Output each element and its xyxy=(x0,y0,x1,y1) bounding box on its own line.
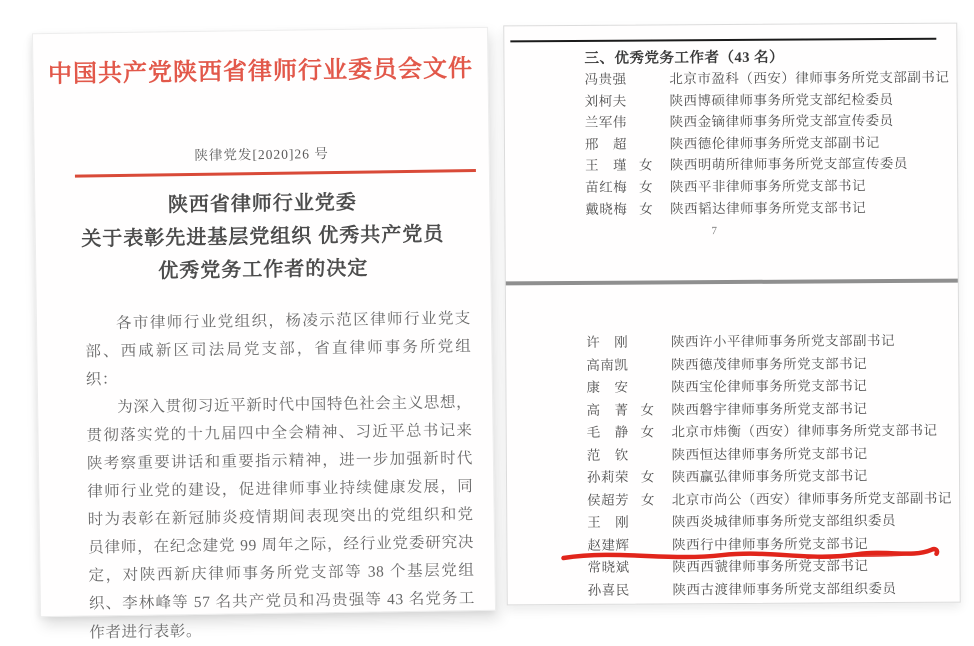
person-title: 陕西明萌所律师事务所党支部宣传委员 xyxy=(669,156,908,173)
person-title: 陕西博硕律师事务所党支部纪检委员 xyxy=(669,91,894,108)
gender-label: 女 xyxy=(640,469,655,485)
person-title: 陕西许小平律师事务所党支部副书记 xyxy=(670,333,895,350)
roster-row xyxy=(588,577,954,602)
roster-row xyxy=(587,510,953,535)
person-title: 陕西行中律师事务所党支部书记 xyxy=(672,535,869,552)
person-title: 陕西磐宇律师事务所党支部书记 xyxy=(671,400,868,417)
person-name: 侯超芳 xyxy=(587,492,630,508)
roster-list-bottom xyxy=(586,330,954,602)
gender-label: 女 xyxy=(640,491,656,508)
person-name: 刘柯夫 xyxy=(584,93,627,109)
document-title-line: 关于表彰先进基层党组织 优秀共产党员 xyxy=(81,222,445,251)
person-name: 孙莉荣 xyxy=(586,469,630,485)
person-title: 陕西德伦律师事务所党支部副书记 xyxy=(669,134,880,152)
roster-list-top xyxy=(585,67,952,220)
person-name: 兰军伟 xyxy=(584,114,627,131)
left-document-page xyxy=(32,27,496,641)
page-number: 7 xyxy=(711,225,718,238)
person-name: 戴晓梅 xyxy=(585,201,628,217)
person-title: 陕西西虢律师事务所党支部书记 xyxy=(672,558,869,575)
person-name: 许 刚 xyxy=(586,334,629,350)
person-name: 王 刚 xyxy=(587,514,630,530)
roster-row xyxy=(587,532,953,557)
person-name: 康 安 xyxy=(586,379,629,395)
gender-label: 女 xyxy=(640,424,655,440)
roster-row xyxy=(587,465,953,490)
person-name: 范 钦 xyxy=(586,447,629,463)
document-number: 陕律党发[2020]26 号 xyxy=(194,146,329,163)
roster-row xyxy=(587,420,953,445)
body-paragraph: 为深入贯彻习近平新时代中国特色社会主义思想，贯彻落实党的十九届四中全会精神、习近平总书记来陕考察重要讲话和重要指示精神，进一步加强新时代律师行业党的建设，促进律师事业持续健康发展，同时为表彰在新冠肺炎疫情期间表现突出的党组织和党员律师，在纪念建党 99 周年之际，经行业党委研究决定，对陕西新庆律师事务所党支部等 38 个基层党组织、李林峰等 57 名共产党员和冯贵强等 43 名党务工作者进行表彰。 xyxy=(86,393,476,641)
person-title: 陕西德茂律师事务所党支部书记 xyxy=(671,355,868,372)
person-title: 北京市炜衡（西安）律师事务所党支部书记 xyxy=(671,422,938,440)
person-name: 毛 静 xyxy=(586,424,629,440)
roster-row xyxy=(587,442,953,467)
roster-row xyxy=(585,110,951,134)
person-title: 陕西韬达律师事务所党支部书记 xyxy=(670,199,867,216)
roster-row xyxy=(585,196,951,220)
person-title: 陕西金镝律师事务所党支部宣传委员 xyxy=(669,113,894,130)
roster-row xyxy=(586,330,952,355)
roster-row xyxy=(586,375,952,400)
fragment-divider-rule xyxy=(506,279,958,286)
person-name: 冯贵强 xyxy=(584,71,627,87)
gender-label: 女 xyxy=(638,157,654,173)
header-divider-rule xyxy=(510,38,936,43)
person-title: 陕西恒达律师事务所党支部书记 xyxy=(671,445,868,462)
document-title xyxy=(35,184,490,289)
gender-label: 女 xyxy=(639,201,654,217)
roster-row xyxy=(585,153,951,177)
roster-row xyxy=(585,131,951,155)
person-name: 高 菁 xyxy=(586,402,629,418)
roster-row xyxy=(585,67,951,91)
person-title: 陕西平非律师事务所党支部书记 xyxy=(669,178,867,195)
roster-row xyxy=(586,352,952,377)
person-title: 北京市盈科（西安）律师事务所党支部副书记 xyxy=(669,69,950,87)
gender-label: 女 xyxy=(639,179,654,195)
person-title: 北京市尚公（西安）律师事务所党支部副书记 xyxy=(671,490,952,507)
body-paragraph: 各市律师行业党组织，杨凌示范区律师行业党支部、西咸新区司法局党支部，省直律师事务所党组织： xyxy=(85,309,472,389)
person-name: 赵建辉 xyxy=(587,537,630,553)
document-title-line: 陕西省律师行业党委 xyxy=(167,191,357,216)
roster-row xyxy=(585,175,951,199)
party-committee-masthead: 中国共产党陕西省律师行业委员会文件 xyxy=(47,56,474,88)
document-body xyxy=(85,305,476,646)
document-title-line: 优秀党务工作者的决定 xyxy=(158,257,369,282)
person-name: 王 瑾 xyxy=(585,158,628,174)
person-title: 陕西炎城律师事务所党支部组织委员 xyxy=(671,513,897,530)
right-document-page xyxy=(503,23,961,606)
roster-row xyxy=(587,487,953,512)
person-name: 孙喜民 xyxy=(587,582,630,598)
roster-row xyxy=(587,555,953,580)
roster-row xyxy=(585,88,951,112)
roster-row xyxy=(587,397,953,422)
person-name: 邢 超 xyxy=(584,136,628,152)
masthead-divider-rule xyxy=(75,169,476,177)
person-name: 常晓斌 xyxy=(587,559,630,575)
person-title: 陕西古渡律师事务所党支部组织委员 xyxy=(672,580,897,597)
gender-label: 女 xyxy=(640,401,655,418)
person-name: 高南凯 xyxy=(586,357,629,373)
section-heading: 三、优秀党务工作者（43 名） xyxy=(584,49,785,67)
person-title: 陕西宝伦律师事务所党支部书记 xyxy=(671,378,868,395)
person-title: 陕西赢弘律师事务所党支部书记 xyxy=(671,468,868,485)
person-name: 苗红梅 xyxy=(585,179,628,195)
